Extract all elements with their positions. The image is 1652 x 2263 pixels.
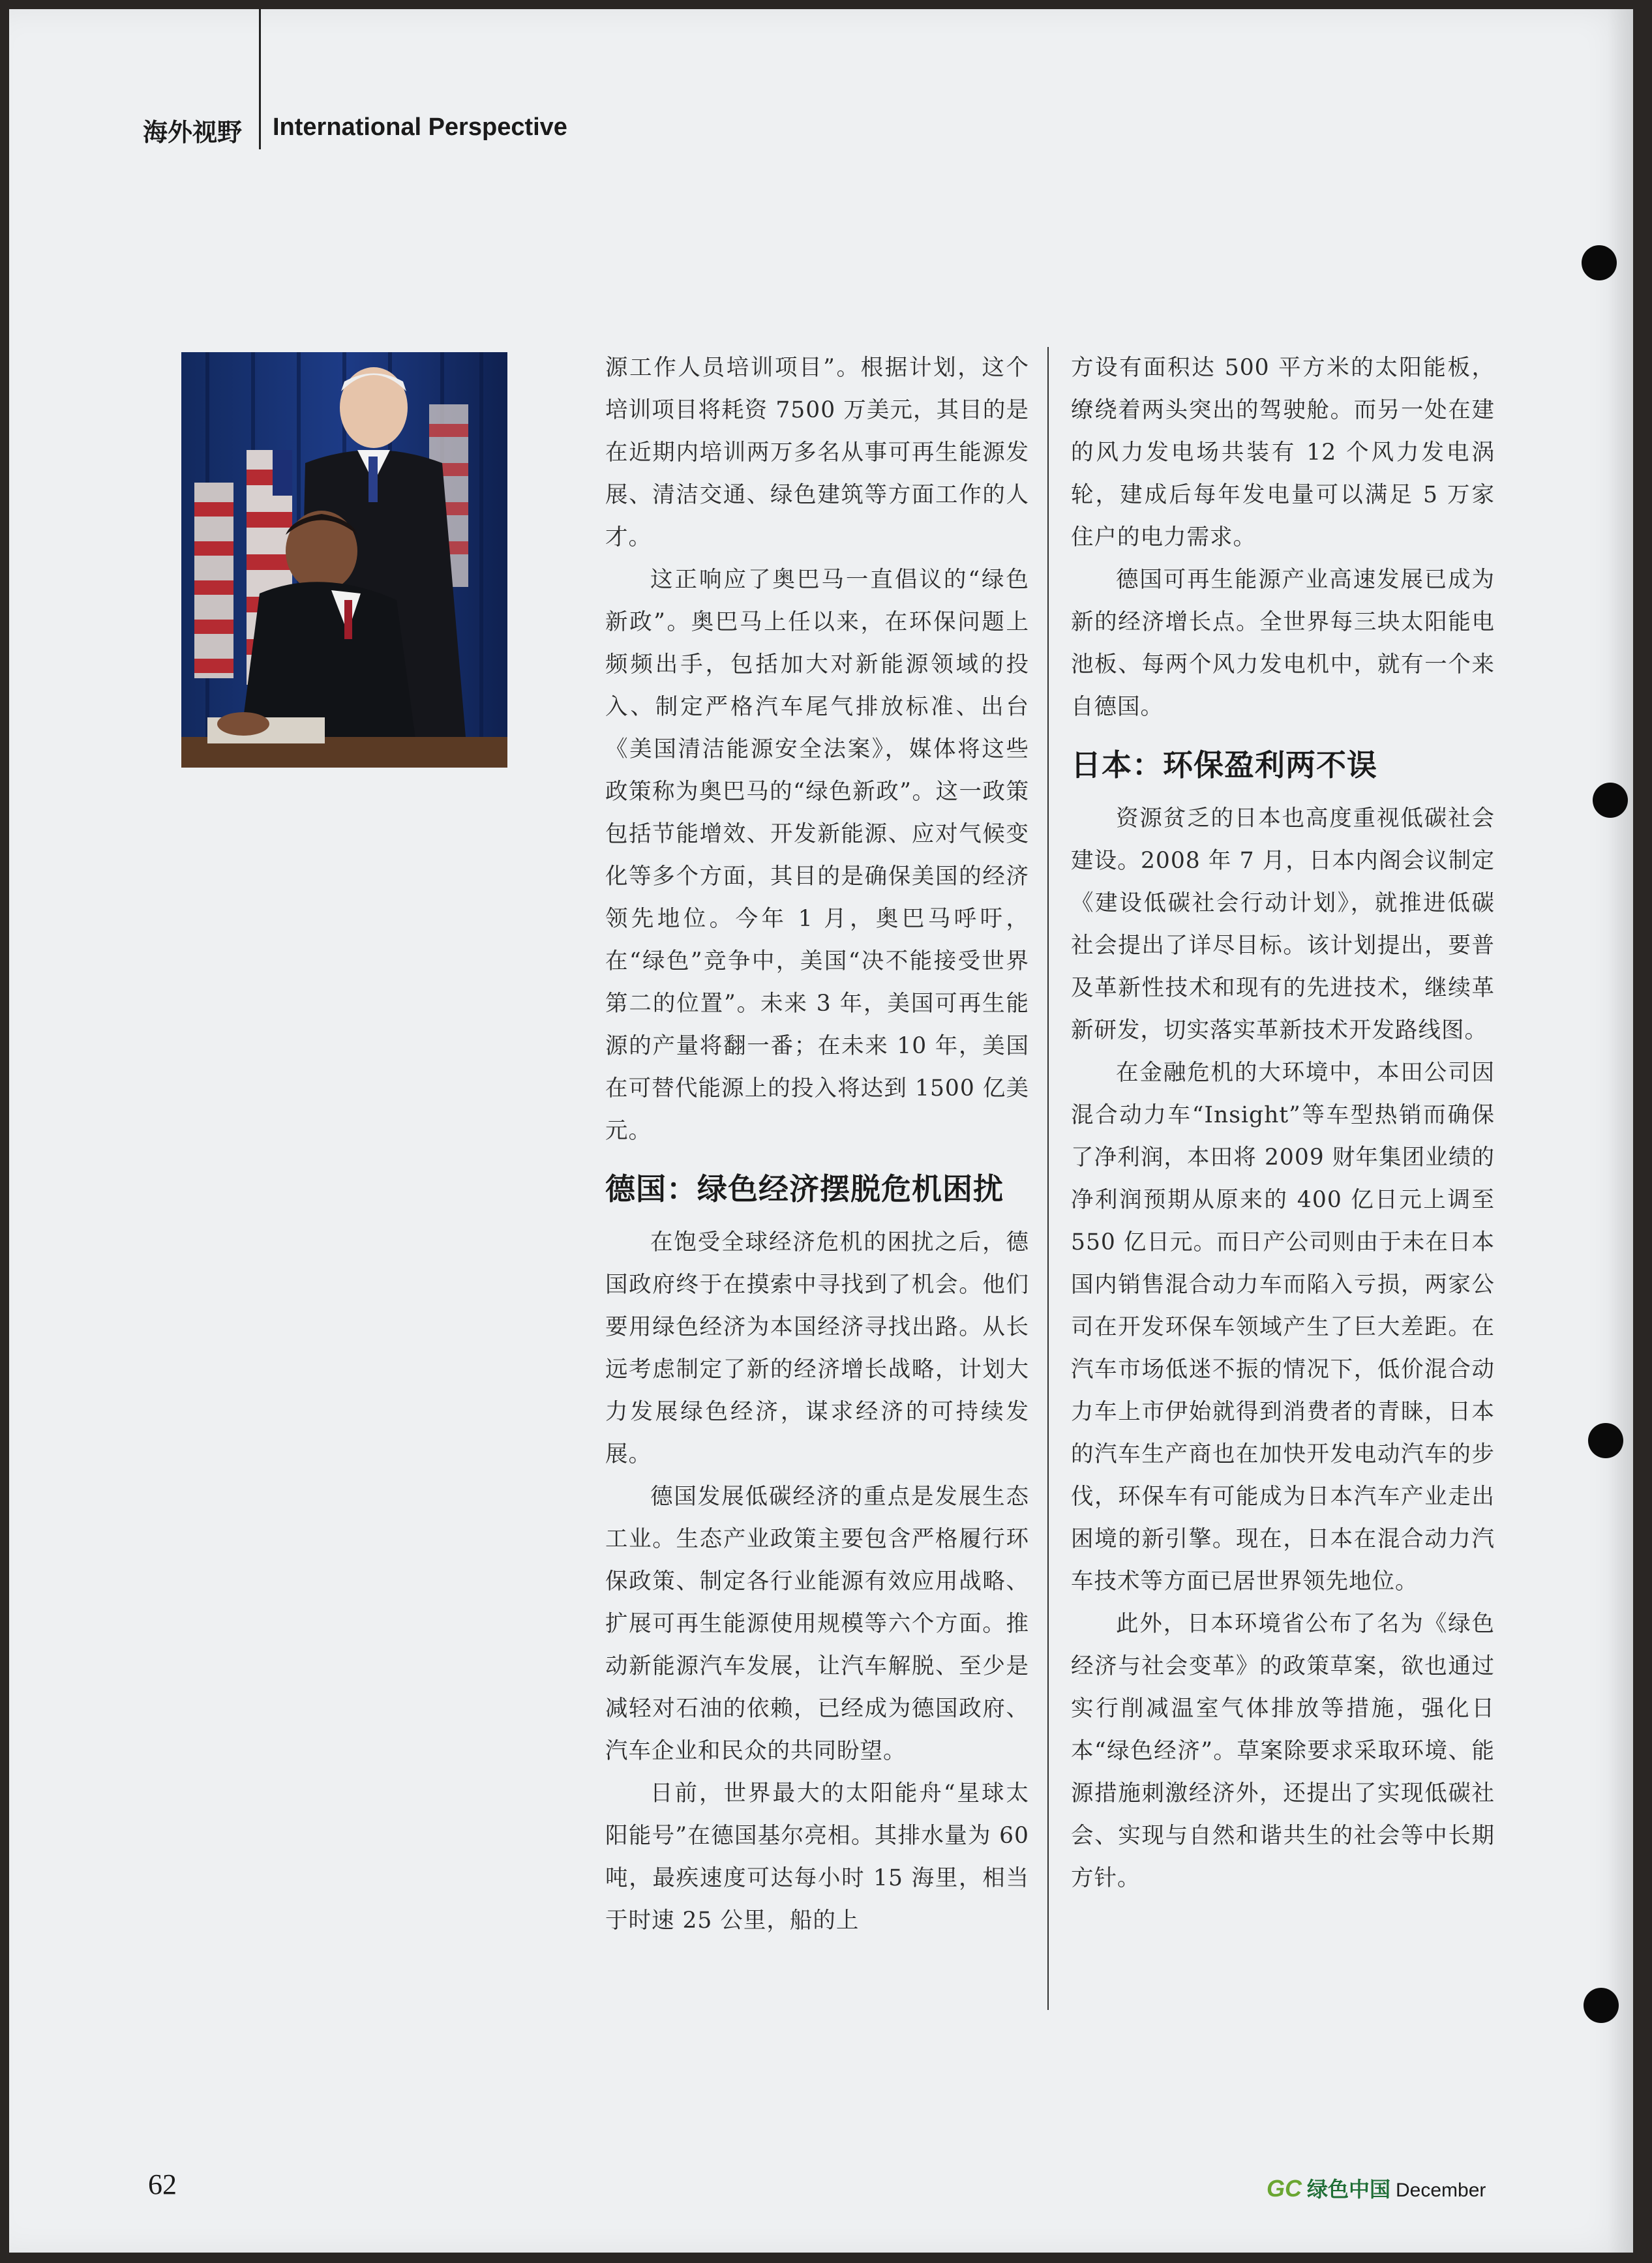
body-paragraph: 资源贫乏的日本也高度重视低碳社会建设。2008 年 7 月，日本内阁会议制定《建设低碳社会行动计划》，就推进低碳社会提出了详尽目标。该计划提出，要普及革新性技术和现有的先进技术，继续革新研发，切实落实革新技术开发路线图。 — [1071, 805, 1495, 1043]
article-column-right — [1071, 347, 1495, 1900]
article-photo — [181, 352, 507, 768]
body-paragraph: 德国发展低碳经济的重点是发展生态工业。生态产业政策主要包含严格履行环保政策、制定各行业能源有效应用战略、扩展可再生能源使用规模等六个方面。推动新能源汽车发展，让汽车解脱、至少是减轻对石油的依赖，已经成为德国政府、汽车企业和民众的共同盼望。 — [605, 1484, 1029, 1764]
brand-name: 绿色中国 — [1307, 2177, 1391, 2202]
page-number: 62 — [148, 2168, 177, 2200]
body-paragraph: 在金融危机的大环境中，本田公司因混合动力车“Insight”等车型热销而确保了净利润，本田将 2009 财年集团业绩的净利润预期从原来的 400 亿日元上调至 550 亿日元。而日产公司则由于未在日本国内销售混合动力车而陷入亏损，两家公司在开发环保车领域产生了巨大差距。在汽车市场低迷不振的情况下，低价混合动力车上市伊始就得到消费者的青睐，日本的汽车生产商也在加快开发电动汽车的步伐，环保车有可能成为日本汽车产业走出困境的新引擎。现在，日本在混合动力汽车技术等方面已居世界领先地位。 — [1071, 1060, 1495, 1595]
article-column-left — [605, 347, 1029, 1942]
header-divider — [259, 9, 261, 149]
section-heading: 日本：环保盈利两不误 — [1071, 747, 1377, 783]
body-paragraph: 德国可再生能源产业高速发展已成为新的经济增长点。全世界每三块太阳能电池板、每两个风力发电机中，就有一个来自德国。 — [1071, 567, 1495, 720]
binder-hole — [1593, 783, 1628, 818]
issue-month: December — [1396, 2180, 1486, 2201]
binder-hole — [1582, 245, 1617, 280]
body-paragraph: 源工作人员培训项目”。根据计划，这个培训项目将耗资 7500 万美元，其目的是在近期内培训两万多名从事可再生能源发展、清洁交通、绿色建筑等方面工作的人才。 — [605, 355, 1029, 550]
photo-illustration — [181, 352, 507, 768]
brand-logo: GC — [1267, 2175, 1302, 2202]
body-paragraph: 方设有面积达 500 平方米的太阳能板，缭绕着两头突出的驾驶舱。而另一处在建的风力发电场共装有 12 个风力发电涡轮，建成后每年发电量可以满足 5 万家住户的电力需求。 — [1071, 355, 1495, 550]
body-paragraph: 日前，世界最大的太阳能舟“星球太阳能号”在德国基尔亮相。其排水量为 60 吨，最疾速度可达每小时 15 海里，相当于时速 25 公里，船的上 — [605, 1780, 1029, 1934]
magazine-page — [9, 9, 1633, 2253]
section-title-cn: 海外视野 — [143, 118, 243, 147]
body-paragraph: 这正响应了奥巴马一直倡议的“绿色新政”。奥巴马上任以来，在环保问题上频频出手，包括加大对新能源领域的投入、制定严格汽车尾气排放标准、出台《美国清洁能源安全法案》，媒体将这些政策称为奥巴马的“绿色新政”。这一政策包括节能增效、开发新能源、应对气候变化等多个方面，其目的是确保美国的经济领先地位。今年 1 月，奥巴马呼吁，在“绿色”竞争中，美国“决不能接受世界第二的位置”。未来 3 年，美国可再生能源的产量将翻一番；在未来 10 年，美国在可替代能源上的投入将达到 1500 亿美元。 — [605, 567, 1029, 1144]
section-heading: 德国：绿色经济摆脱危机困扰 — [605, 1171, 1004, 1206]
magazine-brand — [1267, 2173, 1486, 2203]
section-title-en: International Perspective — [273, 113, 567, 141]
binder-hole — [1584, 1988, 1619, 2023]
binder-hole — [1588, 1423, 1623, 1458]
column-divider — [1047, 347, 1049, 2010]
page-edge-shadow — [1607, 9, 1633, 2253]
body-paragraph: 此外，日本环境省公布了名为《绿色经济与社会变革》的政策草案，欲也通过实行削减温室气体排放等措施，强化日本“绿色经济”。草案除要求采取环境、能源措施刺激经济外，还提出了实现低碳社会、实现与自然和谐共生的社会等中长期方针。 — [1071, 1611, 1495, 1891]
body-paragraph: 在饱受全球经济危机的困扰之后，德国政府终于在摸索中寻找到了机会。他们要用绿色经济为本国经济寻找出路。从长远考虑制定了新的经济增长战略，计划大力发展绿色经济，谋求经济的可持续发展。 — [605, 1229, 1029, 1467]
